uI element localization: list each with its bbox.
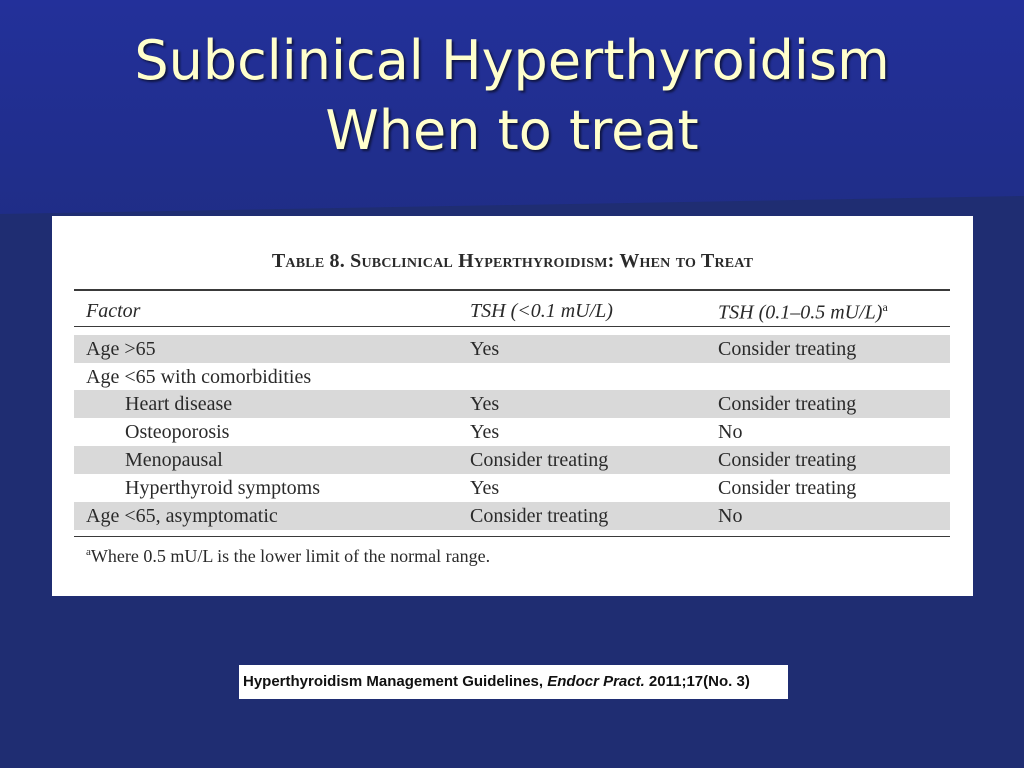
cell-factor: Age >65 bbox=[86, 338, 156, 360]
cell-factor: Osteoporosis bbox=[125, 421, 230, 443]
cell-tsh-mid: No bbox=[718, 421, 743, 443]
cell-tsh-low: Consider treating bbox=[470, 449, 609, 471]
header-tsh-mid-text: TSH (0.1–0.5 mU/L) bbox=[718, 301, 883, 324]
cell-tsh-low: Yes bbox=[470, 338, 500, 360]
citation-text: Hyperthyroidism Management Guidelines, bbox=[243, 673, 548, 690]
footnote-text: Where 0.5 mU/L is the lower limit of the normal range. bbox=[90, 546, 491, 566]
table-top-rule bbox=[74, 289, 950, 291]
header-factor: Factor bbox=[86, 300, 141, 322]
cell-factor: Age <65 with comorbidities bbox=[86, 366, 312, 388]
cell-tsh-low: Yes bbox=[470, 421, 500, 443]
table-bottom-rule bbox=[74, 536, 950, 537]
slide-title-line-2: When to treat bbox=[325, 99, 699, 162]
cell-factor: Age <65, asymptomatic bbox=[86, 505, 278, 527]
citation-volume: 2011;17(No. 3) bbox=[644, 673, 750, 690]
table-row bbox=[74, 363, 950, 391]
header-tsh-low: TSH (<0.1 mU/L) bbox=[470, 300, 613, 322]
cell-tsh-mid: Consider treating bbox=[718, 393, 857, 415]
table-row bbox=[74, 335, 950, 363]
cell-tsh-low: Yes bbox=[470, 477, 500, 499]
slide-title-line-1: Subclinical Hyperthyroidism bbox=[134, 29, 890, 92]
cell-tsh-mid: No bbox=[718, 505, 743, 527]
cell-tsh-low: Consider treating bbox=[470, 505, 609, 527]
table-header-rule bbox=[74, 326, 950, 327]
table-caption: Table 8. Subclinical Hyperthyroidism: When to Treat bbox=[271, 250, 754, 272]
table-row bbox=[74, 502, 950, 530]
cell-tsh-low: Yes bbox=[470, 393, 500, 415]
cell-factor: Heart disease bbox=[125, 393, 233, 415]
footnote-marker: a bbox=[86, 546, 91, 558]
table-row bbox=[74, 418, 950, 446]
slide-title bbox=[0, 26, 1024, 166]
cell-factor: Hyperthyroid symptoms bbox=[125, 477, 320, 499]
header-tsh-mid bbox=[718, 300, 888, 325]
table-row bbox=[74, 474, 950, 502]
cell-tsh-mid: Consider treating bbox=[718, 449, 857, 471]
table-row bbox=[74, 390, 950, 418]
table-footnote bbox=[86, 546, 490, 567]
citation-box bbox=[239, 665, 788, 699]
table-row bbox=[74, 446, 950, 474]
header-tsh-mid-footnote-marker: a bbox=[882, 300, 888, 314]
citation-journal: Endocr Pract. bbox=[547, 673, 645, 690]
cell-tsh-mid: Consider treating bbox=[718, 338, 857, 360]
cell-factor: Menopausal bbox=[125, 449, 223, 471]
table-image-panel bbox=[52, 216, 973, 596]
cell-tsh-mid: Consider treating bbox=[718, 477, 857, 499]
